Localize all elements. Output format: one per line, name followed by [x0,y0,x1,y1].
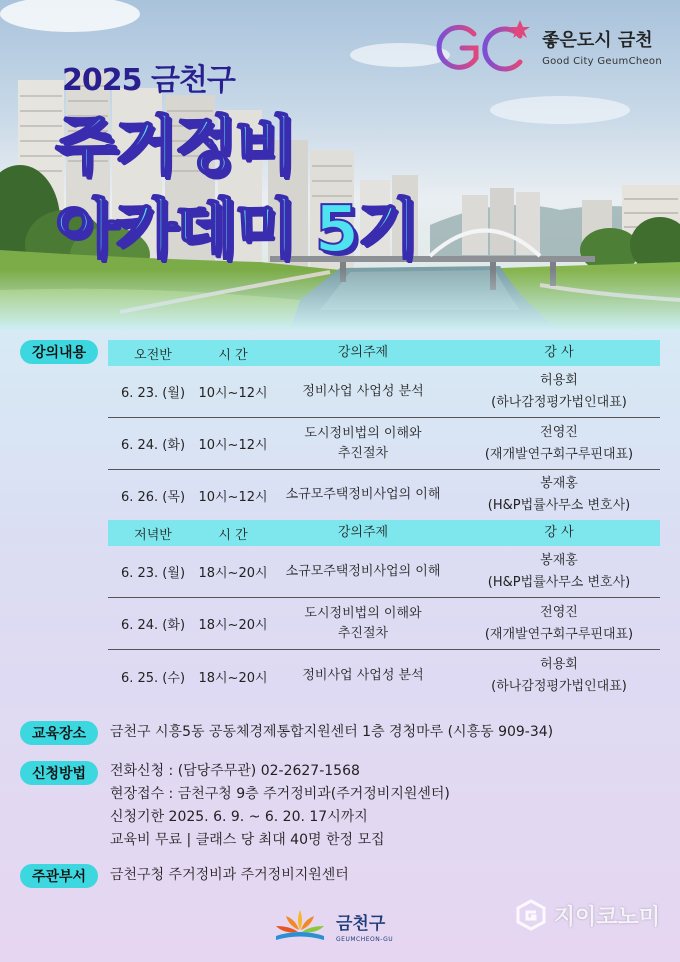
row-instructor-name: 전영진 [540,604,578,620]
header-time: 시 간 [218,527,248,543]
row-instructor [458,602,660,646]
gc-logo-icon [432,18,532,74]
apply-phone: 전화신청 : (담당주무관) 02-2627-1568 [110,763,360,779]
row-topic-line1: 소규모주택정비사업의 이해 [285,563,441,579]
apply-onsite: 현장접수 : 금천구청 9층 주거정비과(주거정비지원센터) [110,786,450,802]
row-instructor-name: 봉재홍 [540,552,578,568]
apply-details [110,760,450,852]
row-topic-line1: 도시정비법의 이해와 [304,605,422,621]
row-time: 18시~20시 [198,618,268,633]
header-time: 시 간 [218,347,248,363]
hero-fade [0,270,680,330]
row-instructor [458,550,660,594]
gc-logo-en: GEUMCHEON-GU [336,936,394,943]
row-topic-line1: 소규모주택정비사업의 이해 [285,487,441,502]
row-instructor [458,473,660,517]
geumcheon-gu-logo [272,906,393,946]
watermark-g-icon [514,898,548,932]
header-instructor: 강 사 [544,525,574,540]
row-date: 6. 24. (화) [120,438,186,453]
row-instructor-name: 전영진 [540,424,578,440]
row-date: 6. 25. (수) [120,670,186,686]
row-topic-line2: 추진절차 [337,625,389,641]
header-instructor: 강 사 [544,345,574,360]
header-topic: 강의주제 [337,525,389,540]
table-row [108,598,660,650]
row-topic-line1: 정비사업 사업성 분석 [302,383,424,399]
hero-banner [0,0,680,330]
section-badge-venue: 교육장소 [20,721,98,745]
row-topic [268,485,458,505]
publisher-watermark [514,898,660,932]
year-title: 2025 금천구 [62,63,235,98]
row-instructor-affiliation: (재개발연구회구루핀대표) [484,446,634,462]
row-instructor-name: 허용회 [540,657,578,672]
main-title-line2: 아카데미 5기 [55,193,417,267]
venue-text: 금천구 시흥5동 공동체경제통합지원센터 1층 경청마루 (시흥동 909-34) [110,724,554,740]
row-instructor-affiliation: (H&P법률사무소 변호사) [487,498,631,513]
table-row [108,418,660,470]
watermark-text: 지이코노미 [553,904,660,930]
logo-name-en: Good City GeumCheon [542,55,662,67]
section-badge-apply: 신청방법 [20,761,98,785]
table-row [108,470,660,520]
geumcheon-emblem-icon [272,906,328,946]
row-time: 10시~12시 [198,489,268,505]
table-row [108,366,660,418]
row-instructor [458,370,660,414]
morning-schedule-table [108,340,660,520]
organizer-text: 금천구청 주거정비과 주거정비지원센터 [110,867,349,883]
row-time: 10시~12시 [198,438,268,453]
row-instructor-affiliation: (하나감정평가법인대표) [491,679,627,694]
row-date: 6. 23. (월) [120,566,186,581]
row-topic-line1: 정비사업 사업성 분석 [302,668,424,683]
logo-name-kr: 좋은도시 금천 [542,29,653,51]
row-topic-line1: 도시정비법의 이해와 [304,425,422,441]
row-instructor-affiliation: (재개발연구회구루핀대표) [484,626,634,642]
table-row [108,546,660,598]
apply-fee: 교육비 무료 | 클래스 당 최대 40명 한정 모집 [110,832,385,848]
table-header [108,520,660,546]
row-time: 18시~20시 [198,566,268,581]
gc-logo-kr: 금천구 [336,914,386,934]
row-instructor-affiliation: (H&P법률사무소 변호사) [487,574,631,590]
row-time: 18시~20시 [198,670,268,686]
row-topic [268,666,458,686]
header-topic: 강의주제 [337,345,389,360]
row-topic [268,562,458,582]
row-topic-line2: 추진절차 [337,445,389,461]
row-topic [268,604,458,644]
row-topic [268,424,458,464]
apply-deadline: 신청기한 2025. 6. 9. ~ 6. 20. 17시까지 [110,809,368,825]
row-date: 6. 24. (화) [120,618,186,633]
row-instructor-affiliation: (하나감정평가법인대표) [491,394,627,410]
row-instructor-name: 봉재홍 [540,476,578,491]
row-date: 6. 23. (월) [120,386,186,401]
good-city-logo [432,18,662,74]
header-class: 저녁반 [134,527,172,543]
row-time: 10시~12시 [198,386,268,401]
table-row [108,650,660,702]
row-instructor-name: 허용회 [540,372,578,388]
evening-schedule-table [108,520,660,702]
row-instructor [458,654,660,698]
header-class: 오전반 [134,347,172,363]
row-topic [268,382,458,402]
main-title-line1: 주거정비 [55,110,295,184]
section-badge-organizer: 주관부서 [20,864,98,888]
table-header [108,340,660,366]
section-badge-lectures: 강의내용 [20,340,98,364]
row-instructor [458,422,660,466]
row-date: 6. 26. (목) [120,489,186,505]
